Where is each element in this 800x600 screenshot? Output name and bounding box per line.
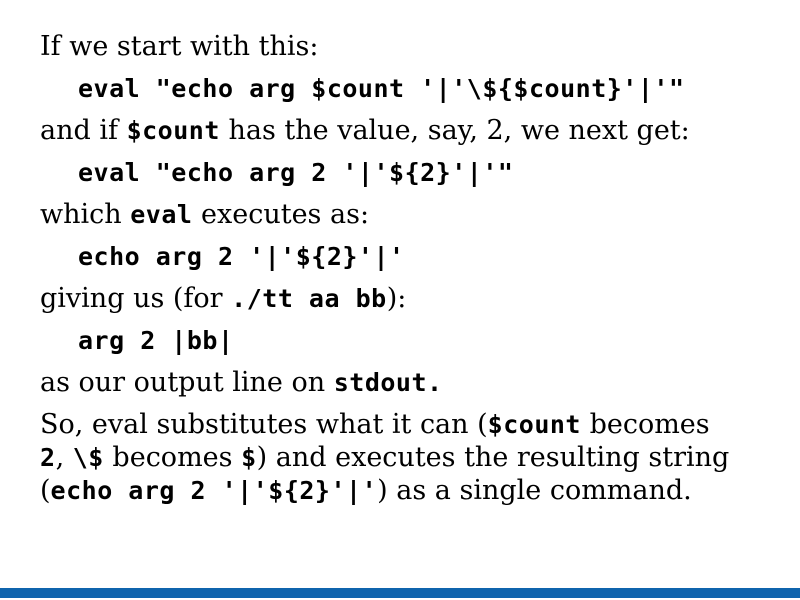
text-line: [40, 114, 780, 147]
footer-accent-bar: [0, 588, 800, 598]
body-text: ):: [386, 283, 407, 314]
code-text: $count: [487, 410, 581, 439]
code-line: [40, 156, 780, 189]
code-text: $count: [126, 116, 220, 145]
body-text: If we start with this:: [40, 31, 319, 62]
text-line: [40, 366, 780, 399]
body-text: (: [40, 475, 51, 506]
text-line: [40, 282, 780, 315]
code-text: \$: [72, 443, 104, 472]
body-text: and if: [40, 115, 127, 146]
closing-paragraph: [40, 408, 780, 507]
code-text: arg 2 |bb|: [78, 326, 234, 355]
body-text: giving us (for: [40, 283, 232, 314]
code-text: 2: [40, 443, 56, 472]
code-text: ./tt aa bb: [231, 284, 387, 313]
text-lines: [40, 30, 780, 399]
code-text: stdout.: [333, 368, 443, 397]
body-text: ) as a single command.: [377, 475, 692, 506]
body-text: which: [40, 199, 131, 230]
code-line: [40, 72, 780, 105]
text-line: [40, 198, 780, 231]
text-line: [40, 441, 780, 474]
code-text: echo arg 2 '|'${2}'|': [78, 242, 405, 271]
code-text: echo arg 2 '|'${2}'|': [50, 476, 378, 505]
text-line: [40, 474, 780, 507]
body-text: ) and executes the resulting string: [256, 442, 730, 473]
body-text: So, eval substitutes what it can (: [40, 409, 488, 440]
text-line: [40, 408, 780, 441]
code-text: eval "echo arg 2 '|'${2}'|'": [78, 158, 514, 187]
code-text: eval: [130, 200, 193, 229]
body-text: has the value, say, 2, we next get:: [219, 115, 690, 146]
code-line: [40, 240, 780, 273]
text-line: [40, 30, 780, 63]
body-text: becomes: [103, 442, 242, 473]
slide-content: [40, 30, 780, 507]
body-text: ,: [55, 442, 73, 473]
body-text: becomes: [580, 409, 710, 440]
code-line: [40, 324, 780, 357]
code-text: $: [241, 443, 257, 472]
code-text: eval "echo arg $count '|'\${$count}'|'": [78, 74, 685, 103]
body-text: as our output line on: [40, 367, 334, 398]
body-text: executes as:: [192, 199, 370, 230]
